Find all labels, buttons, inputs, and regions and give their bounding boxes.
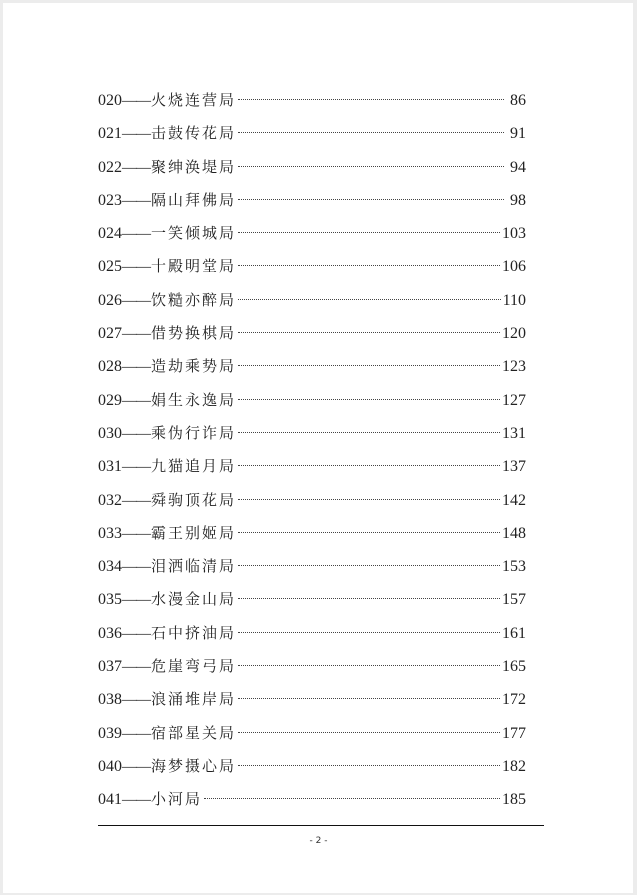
entry-number: 021 [98, 125, 122, 143]
entry-page-number: 103 [502, 225, 526, 243]
toc-entry[interactable] [98, 722, 526, 755]
entry-number: 030 [98, 424, 122, 442]
entry-number: 020 [98, 92, 122, 109]
entry-dash: —— [122, 392, 150, 409]
dot-leader [204, 798, 500, 799]
entry-number: 033 [98, 524, 122, 542]
toc-entry[interactable] [98, 89, 526, 122]
entry-page-number: 161 [502, 624, 526, 642]
entry-number: 028 [98, 358, 122, 376]
dot-leader [238, 565, 500, 566]
entry-title: 舜驹顶花局 [151, 490, 237, 509]
entry-number: 029 [98, 391, 122, 409]
dot-leader [238, 732, 500, 733]
entry-dash: —— [122, 592, 150, 609]
toc-entry[interactable] [98, 389, 526, 422]
entry-number: 040 [98, 757, 122, 775]
entry-title: 浪涌堆岸局 [151, 690, 237, 709]
dot-leader [238, 765, 500, 766]
entry-number: 039 [98, 724, 122, 742]
footer-rule [98, 825, 544, 826]
toc-entry[interactable] [98, 255, 526, 288]
entry-title: 十殿明堂局 [151, 257, 237, 276]
entry-page-number: 157 [502, 591, 526, 609]
entry-number: 025 [98, 258, 122, 276]
toc-entry[interactable] [98, 156, 526, 189]
entry-page-number: 172 [502, 691, 526, 709]
toc-entry[interactable] [98, 555, 526, 588]
entry-dash: —— [122, 692, 150, 709]
entry-dash: —— [122, 259, 150, 276]
dot-leader [238, 632, 500, 633]
toc-entry[interactable] [98, 289, 526, 322]
entry-number: 037 [98, 658, 122, 676]
entry-number: 032 [98, 491, 122, 509]
dot-leader [238, 232, 500, 233]
entry-dash: —— [122, 192, 150, 209]
entry-title: 饮糙亦醉局 [151, 290, 237, 309]
entry-dash: —— [122, 725, 150, 742]
toc-entry[interactable] [98, 688, 526, 721]
entry-number: 024 [98, 225, 122, 243]
entry-title: 乘伪行诈局 [151, 423, 237, 442]
toc-entry[interactable] [98, 455, 526, 488]
entry-dash: —— [122, 326, 150, 343]
entry-page-number: 123 [502, 358, 526, 376]
entry-page-number: 131 [502, 424, 526, 442]
entry-title: 危崖弯弓局 [151, 657, 237, 676]
toc-entry[interactable] [98, 322, 526, 355]
dot-leader [238, 698, 500, 699]
toc-entry[interactable] [98, 622, 526, 655]
entry-dash: —— [122, 459, 150, 476]
dot-leader [238, 532, 500, 533]
entry-page-number: 165 [502, 658, 526, 676]
entry-title: 借势换棋局 [151, 324, 237, 343]
toc-entry[interactable] [98, 655, 526, 688]
entry-page-number: 91 [510, 125, 526, 143]
entry-dash: —— [122, 226, 150, 243]
entry-title: 娟生永逸局 [151, 390, 237, 409]
entry-number: 036 [98, 624, 122, 642]
document-page [3, 3, 633, 893]
dot-leader [238, 199, 504, 200]
toc-entry[interactable] [98, 422, 526, 455]
entry-dash: —— [122, 525, 150, 542]
entry-page-number: 153 [502, 558, 526, 576]
entry-number: 023 [98, 191, 122, 209]
dot-leader [238, 132, 504, 133]
entry-page-number: 137 [502, 458, 526, 476]
entry-number: 026 [98, 291, 122, 309]
entry-dash: —— [122, 492, 150, 509]
dot-leader [238, 166, 504, 167]
entry-page-number: 98 [510, 191, 526, 209]
dot-leader [238, 265, 500, 266]
entry-title: 海梦摄心局 [151, 756, 237, 775]
entry-title: 宿部星关局 [151, 723, 237, 742]
toc-entry[interactable] [98, 522, 526, 555]
entry-number: 038 [98, 691, 122, 709]
entry-dash: —— [122, 559, 150, 576]
entry-number: 041 [98, 791, 122, 809]
dot-leader [238, 299, 501, 300]
entry-page-number: 110 [502, 291, 526, 309]
toc-entry[interactable] [98, 788, 526, 821]
entry-dash: —— [122, 425, 150, 442]
toc-entry[interactable] [98, 122, 526, 155]
dot-leader [238, 99, 504, 100]
entry-number: 034 [98, 558, 122, 576]
entry-number: 027 [98, 325, 122, 343]
table-of-contents [98, 89, 526, 822]
dot-leader [238, 399, 500, 400]
entry-page-number: 127 [502, 391, 526, 409]
entry-title: 水漫金山局 [151, 590, 237, 609]
entry-title: 石中挤油局 [151, 623, 237, 642]
toc-entry[interactable] [98, 755, 526, 788]
entry-title: 一笑倾城局 [151, 224, 237, 243]
dot-leader [238, 598, 500, 599]
entry-page-number: 120 [502, 325, 526, 343]
dot-leader [238, 432, 500, 433]
entry-dash: —— [122, 359, 150, 376]
entry-number: 031 [98, 458, 122, 476]
page-number: - 2 - [309, 836, 328, 846]
entry-title: 泪洒临清局 [151, 557, 237, 576]
dot-leader [238, 499, 500, 500]
toc-entry[interactable] [98, 189, 526, 222]
toc-entry[interactable] [98, 489, 526, 522]
entry-page-number: 148 [502, 524, 526, 542]
entry-number: 035 [98, 591, 122, 609]
dot-leader [238, 365, 500, 366]
toc-entry[interactable] [98, 222, 526, 255]
entry-dash: —— [122, 792, 150, 809]
entry-number: 022 [98, 158, 122, 176]
entry-title: 聚绅涣堤局 [151, 157, 237, 176]
entry-title: 小河局 [151, 790, 203, 809]
entry-dash: —— [122, 625, 150, 642]
entry-dash: —— [122, 159, 150, 176]
entry-page-number: 185 [502, 791, 526, 809]
entry-title: 霸王别姬局 [151, 523, 237, 542]
entry-page-number: 94 [510, 158, 526, 176]
entry-title: 隔山拜佛局 [151, 190, 237, 209]
toc-entry[interactable] [98, 355, 526, 388]
entry-dash: —— [122, 659, 150, 676]
entry-dash: —— [122, 292, 150, 309]
entry-page-number: 182 [502, 757, 526, 775]
entry-page-number: 86 [510, 92, 526, 109]
entry-title: 火烧连营局 [151, 91, 237, 109]
dot-leader [238, 332, 500, 333]
entry-dash: —— [122, 93, 150, 109]
entry-page-number: 142 [502, 491, 526, 509]
toc-entry[interactable] [98, 588, 526, 621]
entry-page-number: 106 [502, 258, 526, 276]
dot-leader [238, 465, 500, 466]
entry-title: 九猫追月局 [151, 457, 237, 476]
dot-leader [238, 665, 500, 666]
entry-dash: —— [122, 758, 150, 775]
entry-title: 造劫乘势局 [151, 357, 237, 376]
entry-dash: —— [122, 126, 150, 143]
entry-page-number: 177 [502, 724, 526, 742]
entry-title: 击鼓传花局 [151, 124, 237, 143]
